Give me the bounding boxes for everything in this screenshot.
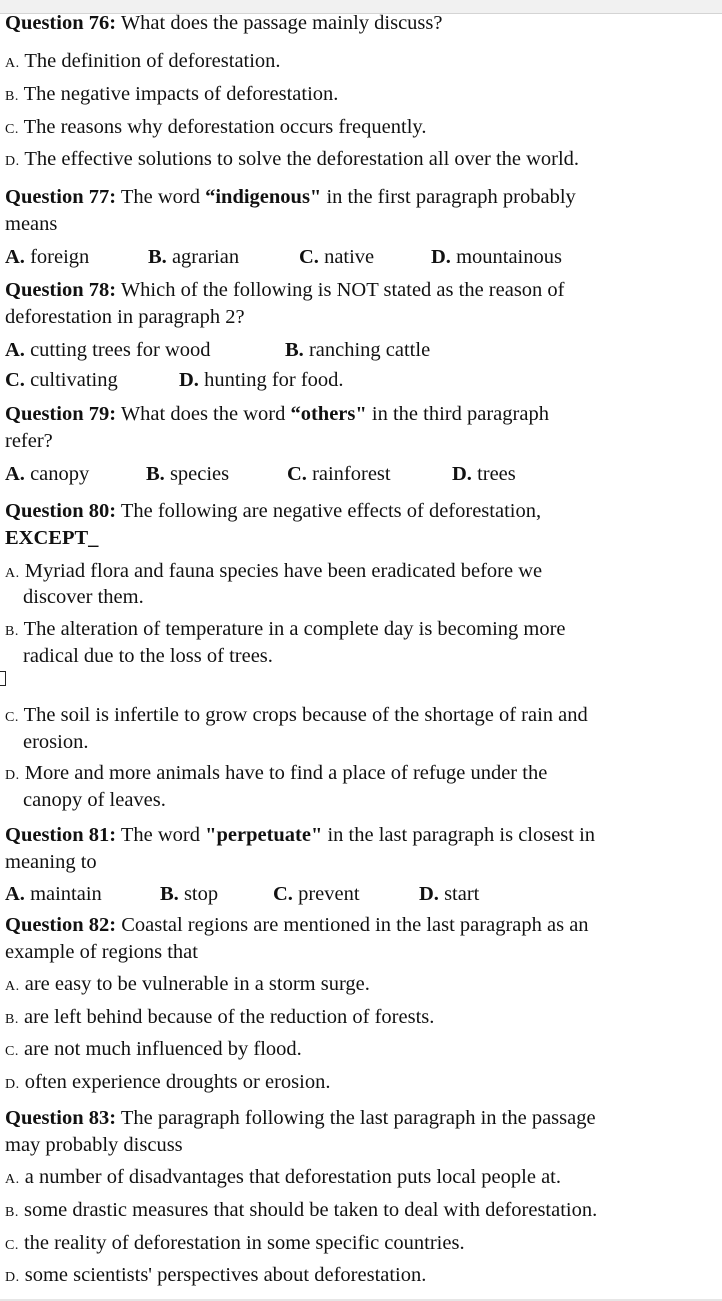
key-word: "perpetuate" xyxy=(205,824,323,846)
q79-options xyxy=(5,461,705,487)
q78-options-row2 xyxy=(5,367,705,393)
q79-option-d: D. trees xyxy=(452,463,516,485)
question-number: Question 83: xyxy=(5,1107,117,1129)
q80-option-d: D. More and more animals have to find a place of refuge under the xyxy=(5,762,548,784)
q80-option-c-cont: erosion. xyxy=(23,731,89,753)
q82-option-b: B. are left behind because of the reduction of forests. xyxy=(5,1006,435,1028)
q79-option-b: B. species xyxy=(146,463,230,485)
q77-option-c: C. native xyxy=(299,246,375,268)
question-77-cont: means xyxy=(5,213,58,235)
question-number: Question 76: xyxy=(5,12,117,34)
question-82-cont: example of regions that xyxy=(5,941,198,963)
question-76 xyxy=(5,10,442,36)
q81-option-d: D. start xyxy=(419,883,480,905)
q83-option-c: C. the reality of deforestation in some specific countries. xyxy=(5,1232,465,1254)
question-82: Question 82: Coastal regions are mentioned in the last paragraph as an xyxy=(5,914,589,936)
crop-marker-icon xyxy=(0,671,6,686)
q79-option-a: A. canopy xyxy=(5,463,90,485)
key-word: “indigenous" xyxy=(205,186,322,208)
question-number: Question 79: xyxy=(5,403,117,425)
question-79: Question 79: What does the word “others" in the third paragraph xyxy=(5,403,549,425)
q83-option-a: A. a number of disadvantages that deforestation puts local people at. xyxy=(5,1166,561,1188)
q77-option-a: A. foreign xyxy=(5,246,90,268)
q76-option-c: C. The reasons why deforestation occurs frequently. xyxy=(5,116,427,138)
question-80: Question 80: The following are negative effects of deforestation, xyxy=(5,500,542,522)
question-number: Question 81: xyxy=(5,824,117,846)
q78-options-row1 xyxy=(5,337,705,363)
q78-option-d: D. hunting for food. xyxy=(179,369,344,391)
q79-option-c: C. rainforest xyxy=(287,463,391,485)
q78-option-c: C. cultivating xyxy=(5,369,118,391)
q83-option-d: D. some scientists' perspectives about deforestation. xyxy=(5,1264,427,1286)
q82-option-c: C. are not much influenced by flood. xyxy=(5,1038,302,1060)
q80-option-b: B. The alteration of temperature in a complete day is becoming more xyxy=(5,618,566,640)
q77-options xyxy=(5,244,705,270)
q83-option-b: B. some drastic measures that should be taken to deal with deforestation. xyxy=(5,1199,598,1221)
question-number: Question 77: xyxy=(5,186,117,208)
q80-option-d-cont: canopy of leaves. xyxy=(23,789,166,811)
q82-option-a: A. are easy to be vulnerable in a storm surge. xyxy=(5,973,370,995)
question-80-cont: EXCEPT_ xyxy=(5,527,99,549)
q80-option-a-cont: discover them. xyxy=(23,586,144,608)
q80-option-a: A. Myriad flora and fauna species have been eradicated before we xyxy=(5,560,543,582)
q76-option-b: B. The negative impacts of deforestation. xyxy=(5,83,339,105)
q80-option-c: C. The soil is infertile to grow crops because of the shortage of rain and xyxy=(5,704,588,726)
q82-option-d: D. often experience droughts or erosion. xyxy=(5,1071,331,1093)
q76-option-d: D. The effective solutions to solve the deforestation all over the world. xyxy=(5,148,580,170)
question-number: Question 82: xyxy=(5,914,117,936)
question-81-cont: meaning to xyxy=(5,851,97,873)
question-number: Question 80: xyxy=(5,500,117,522)
q81-option-a: A. maintain xyxy=(5,883,102,905)
question-number: Question 78: xyxy=(5,279,117,301)
q81-option-c: C. prevent xyxy=(273,883,360,905)
question-83: Question 83: The paragraph following the last paragraph in the passage xyxy=(5,1107,596,1129)
key-word: “others" xyxy=(290,403,367,425)
question-83-cont: may probably discuss xyxy=(5,1134,183,1156)
question-78-cont: deforestation in paragraph 2? xyxy=(5,306,245,328)
q81-options xyxy=(5,881,705,907)
q78-option-a: A. cutting trees for wood xyxy=(5,339,211,361)
q77-option-b: B. agrarian xyxy=(148,246,240,268)
question-79-cont: refer? xyxy=(5,430,53,452)
question-77: Question 77: The word “indigenous" in the first paragraph probably xyxy=(5,186,576,208)
q80-option-b-cont: radical due to the loss of trees. xyxy=(23,645,273,667)
q78-option-b: B. ranching cattle xyxy=(285,339,431,361)
q77-option-d: D. mountainous xyxy=(431,246,562,268)
question-81: Question 81: The word "perpetuate" in the last paragraph is closest in xyxy=(5,824,596,846)
question-78: Question 78: Which of the following is NOT stated as the reason of xyxy=(5,279,565,301)
q81-option-b: B. stop xyxy=(160,883,219,905)
question-text: What does the passage mainly discuss? xyxy=(120,12,443,34)
q76-option-a: A. The definition of deforestation. xyxy=(5,50,281,72)
